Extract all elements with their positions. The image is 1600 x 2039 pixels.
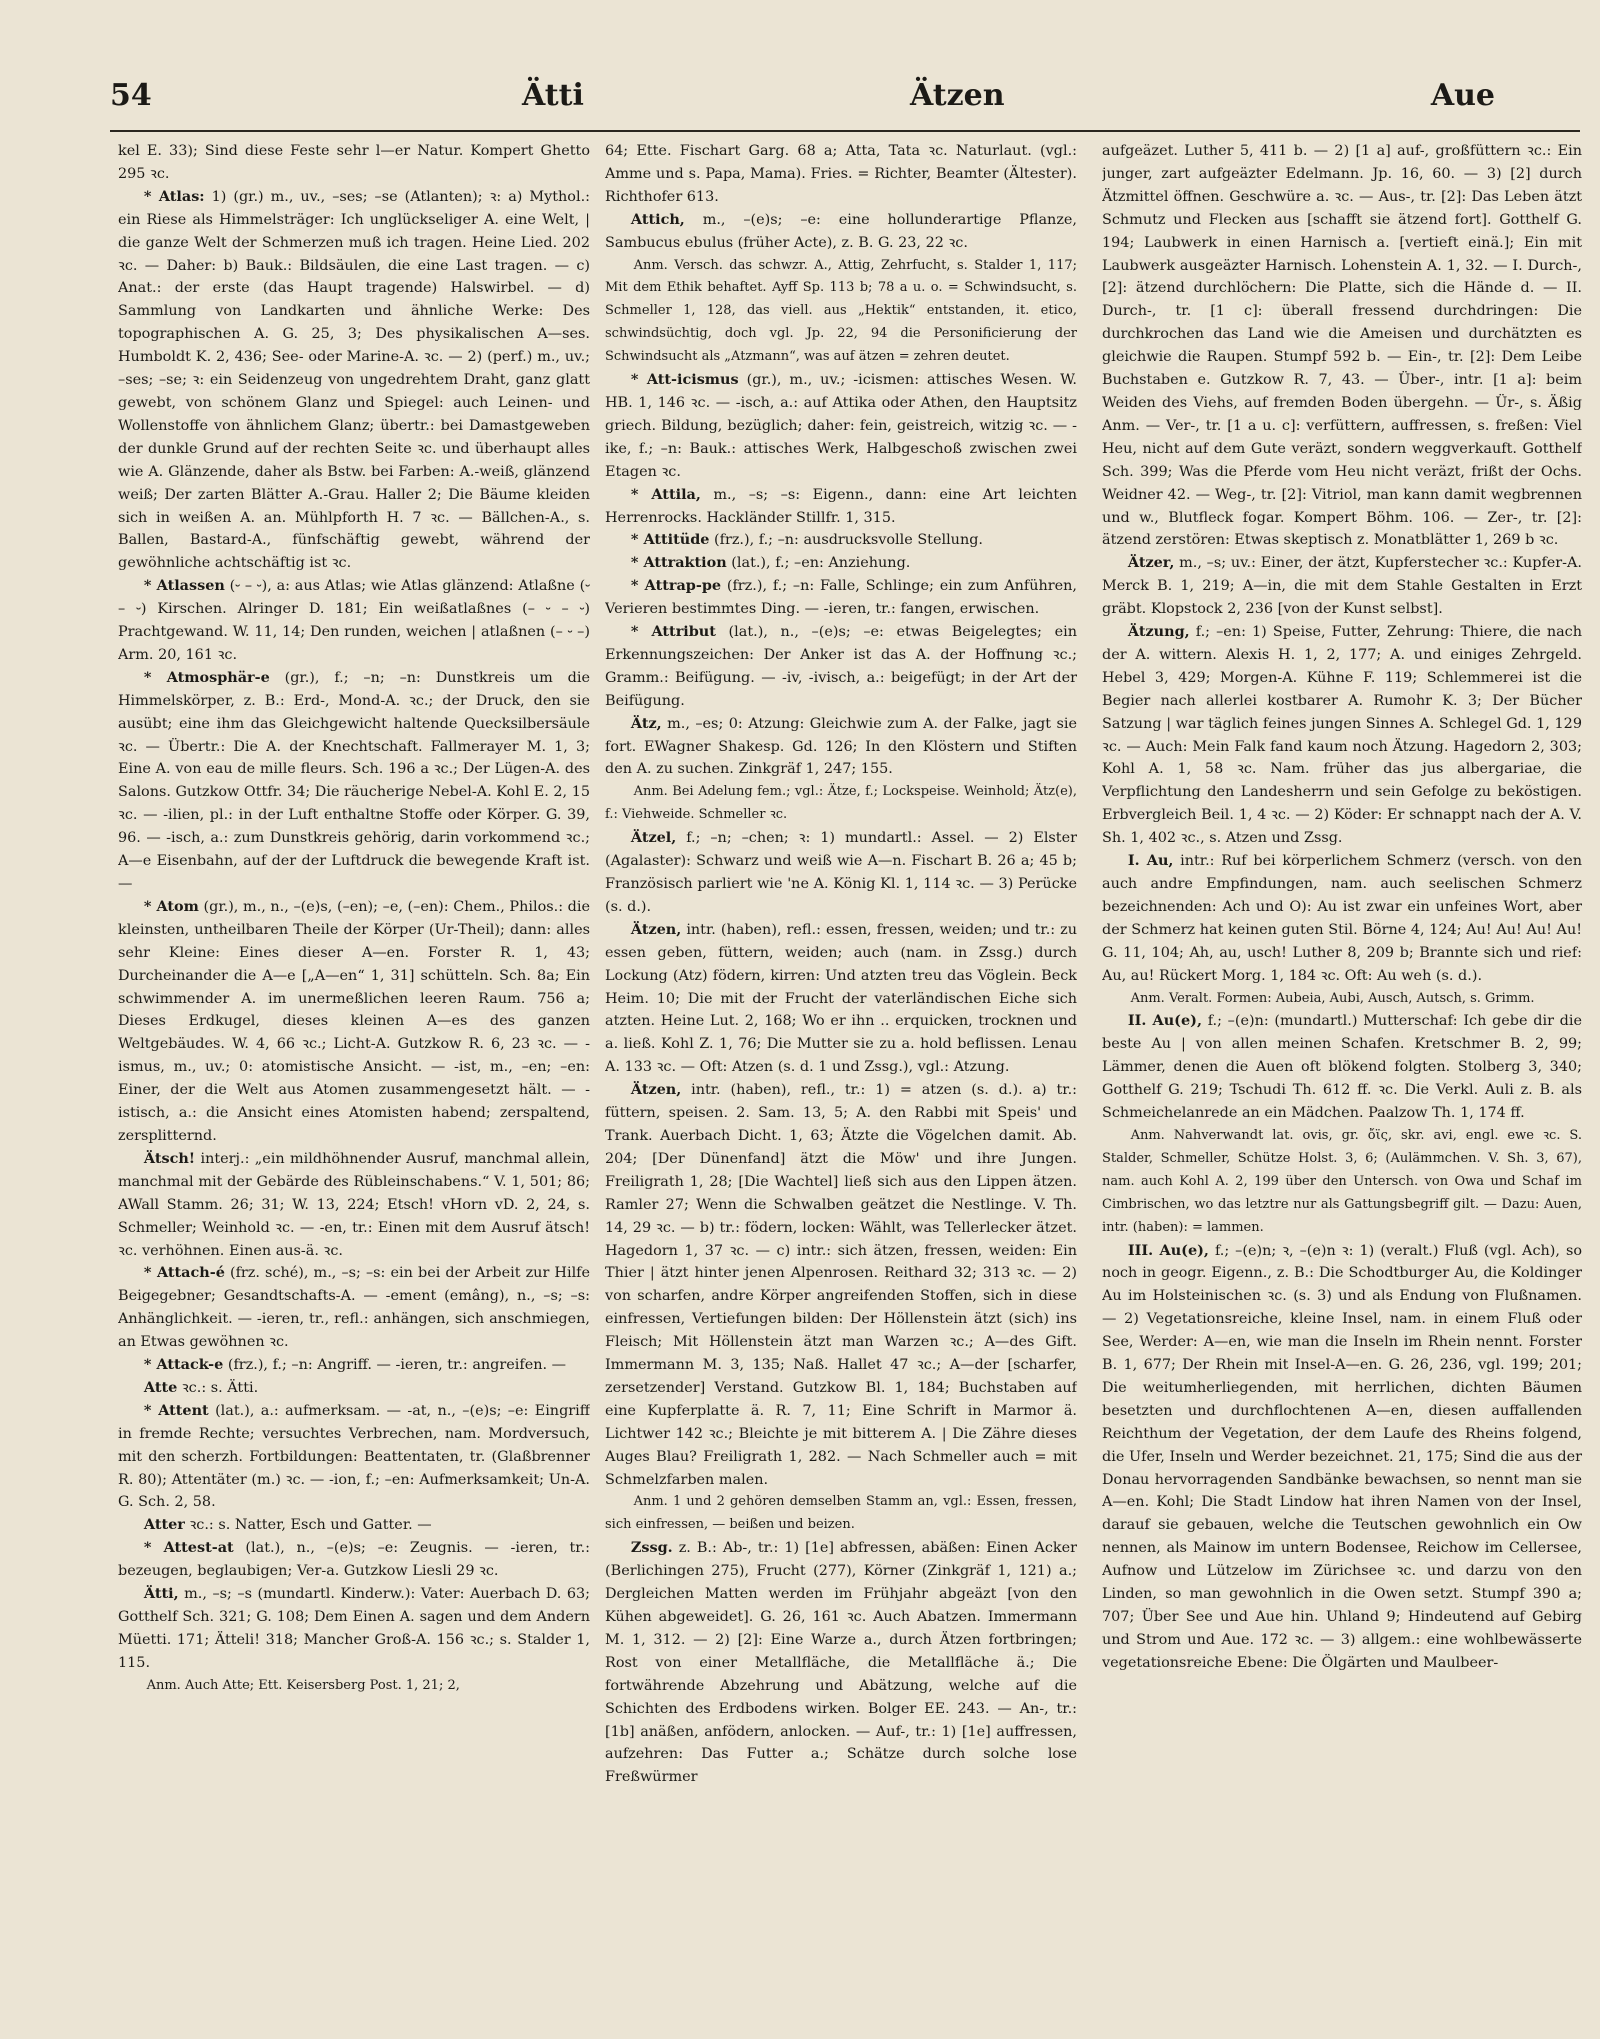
entry-headword: * Attraktion xyxy=(630,554,727,572)
entry-text: (gr.), f.; –n; –n: Dunstkreis um die Himmelskörper, z. B.: Erd-, Mond-A. ꝛc.; der Druck, den sie ausübt; eine ihm das Gleichgewicht haltende Quecksilbersäule ꝛc. — Übertr.: Die A. der Knechtschaft. Fallmerayer M. 1, 3; Eine A. von eau de mille fleurs. Sch. 196 a ꝛc.; Der Lügen-A. des Salons. Gutzkow Ottfr. 34; Die räucherige Nebel-A. Kohl E. 2, 15 ꝛc. — -ilien, pl.: in der Luft enthaltne Stoffe oder Körper. G. 39, 96. — -isch, a.: zum Dunstkreis gehörig, darin vorkommend ꝛc.; A—e Eisenbahn, auf der der Luftdruck die bewegende Kraft ist. — xyxy=(118,669,590,892)
entry-text: f.; –en: 1) Speise, Futter, Zehrung: Thiere, die nach der A. wittern. Alexis H. 1, 2, 177; A. und einiges Zehrgeld. Hebel 3, 429; Morgen-A. Kühne F. 119; Schlemmerei ist die Begier nach allerlei kostbarer A. Rumohr K. 3; Der Bücher Satzung | war täglich feines jungen Sinnes A. Schlegel Gd. 1, 129 ꝛc. — Auch: Mein Falk fand kaum noch Ätzung. Hagedorn 2, 303; Kohl A. 1, 58 ꝛc. Nam. früher das jus albergariae, die Verpflichtung den Landesherrn und sein Gefolge zu beköstigen. Erbvergleich Beil. 1, 4 ꝛc. — 2) Köder: Er schnappt nach der A. V. Sh. 1, 402 ꝛc., s. Atzen und Zssg. xyxy=(1102,624,1582,847)
dictionary-entry xyxy=(1102,1010,1582,1125)
dictionary-entry xyxy=(605,369,1077,484)
annotation xyxy=(1102,1125,1582,1240)
annotation xyxy=(605,255,1077,370)
dictionary-entry xyxy=(1102,552,1582,621)
dictionary-entry xyxy=(1102,1240,1582,1675)
entry-headword: II. Au(e), xyxy=(1127,1012,1202,1030)
entry-headword: Zssg. xyxy=(630,1539,673,1557)
entry-text: (gr.), m., uv.; -icismen: attisches Wesen. W. HB. 1, 146 ꝛc. — -isch, a.: auf Attika oder Athen, den Hauptsitz griech. Bildung, bezüglich; daher: fein, geistreich, witzig ꝛc. — -ike, f.; –n: Bauk.: attisches Werk, Halbgeschoß zwischen zwei Etagen ꝛc. xyxy=(605,372,1077,480)
running-header xyxy=(110,78,1580,118)
dictionary-entry xyxy=(605,484,1077,530)
entry-headword: Ätzer, xyxy=(1127,554,1175,572)
page-number: 54 xyxy=(110,78,152,113)
entry-text: m., –(e)s; –e: eine hollunderartige Pflanze, Sambucus ebulus (früher Acte), z. B. G. 23, 22 ꝛc. xyxy=(605,211,1077,251)
left-catchword: Ätti xyxy=(522,78,584,113)
dictionary-entry xyxy=(605,621,1077,713)
dictionary-entry xyxy=(118,1377,590,1400)
dictionary-entry xyxy=(118,1354,590,1377)
entry-headword: Ätzung, xyxy=(1127,623,1190,641)
dictionary-entry xyxy=(118,1583,590,1675)
dictionary-entry xyxy=(605,919,1077,1079)
entry-headword: * Attila, xyxy=(630,485,701,503)
entry-text: Anm. Auch Atte; Ett. Keisersberg Post. 1, 21; 2, xyxy=(146,1677,460,1693)
dictionary-entry xyxy=(118,186,590,575)
dictionary-entry xyxy=(1102,140,1582,552)
right-catchword: Aue xyxy=(1430,78,1495,113)
dictionary-entry xyxy=(605,209,1077,255)
entry-headword: * Attitüde xyxy=(630,531,710,549)
entry-headword: * Atlassen xyxy=(143,577,225,595)
entry-headword: I. Au, xyxy=(1127,852,1174,870)
entry-text: f.; –(e)n; ꝛ, –(e)n ꝛ: 1) (veralt.) Fluß (vgl. Ach), so noch in geogr. Eigenn., z. B.: Die Schodtburger Au, die Koldinger Au im Holsteinischen ꝛc. (s. 3) und als Endung von Flußnamen. — 2) Vegetationsreiche, kleine Insel, nam. in einem Fluß oder See, Werder: A—en, wie man die Inseln im Rhein nennt. Forster B. 1, 677; Der Rhein mit Insel-A—en. G. 26, 236, vgl. 199; 201; Die weitumherliegenden, mit herrlichen, dichten Bäumen besetzten und durchflochtenen A—en, diesen auffallenden Reichthum der Vegetation, der dem Laufe des Rheins folgend, die Ufer, Inseln und Werder bezeichnet. 21, 175; Sind die aus der Donau hervorragenden Sandbänke bewachsen, so nennt man sie A—en. Kohl; Die Stadt Lindow hat ihren Namen von der Insel, darauf sie gebauen, welche die Teutschen gewohnlich ein Ow nennen, als Mainow im untern Bodensee, Reichow im Cellersee, Aufnow und Lützelow im Zürichsee ꝛc. und darzu von den Linden, so man gewohnlich in die Owen setzt. Stumpf 390 a; 707; Über See und Aue hin. Uhland 9; Hindeutend auf Gebirg und Strom und Aue. 172 ꝛc. — 3) allgem.: eine wohlbewässerte vegetationsreiche Ebene: Die Ölgärten und Maulbeer- xyxy=(1102,1242,1582,1671)
entry-text: (frz.), f.; –n: Falle, Schlinge; ein zum Anführen, Verieren bestimmtes Ding. — -ieren, tr.: fangen, erwischen. xyxy=(605,578,1077,618)
entry-text: Anm. Nahverwandt lat. ovis, gr. ὄϊς, skr. avi, engl. ewe ꝛc. S. Stalder, Schmeller, Schütze Holst. 3, 6; (Aulämmchen. V. Sh. 3, 67), nam. auch Kohl A. 2, 199 über den Untersch. von Owa und Schaf im Cimbrischen, wo das letztre nur als Gattungsbegriff gilt. — Dazu: Auen, intr. (haben): = lammen. xyxy=(1102,1127,1582,1235)
entry-text: kel E. 33); Sind diese Feste sehr l—er Natur. Kompert Ghetto 295 ꝛc. xyxy=(118,143,590,182)
annotation xyxy=(1102,988,1582,1011)
dictionary-entry xyxy=(1102,850,1582,987)
entry-headword: * Attach-é xyxy=(143,1264,225,1282)
entry-headword: Ätz, xyxy=(630,714,662,732)
entry-text: ꝛc.: s. Ätti. xyxy=(181,1379,259,1396)
dictionary-entry xyxy=(118,1148,590,1263)
entry-text: (lat.), n., –(e)s; –e: etwas Beigelegtes; ein Erkennungszeichen: Der Anker ist das A. der Hoffnung ꝛc.; Gramm.: Beifügung. — -iv, -ivisch, a.: beigefügt; in der Art der Beifügung. xyxy=(605,624,1077,709)
entry-text: aufgeäzet. Luther 5, 411 b. — 2) [1 a] auf-, großfüttern ꝛc.: Ein junger, zart aufgeäzter Edelmann. Jp. 16, 60. — 3) [2] durch Ätzmittel öffnen. Geschwüre a. ꝛc. — Aus-, tr. [2]: Das Leben ätzt Schmutz und Flecken aus [schafft sie ätzend fort]. Gotthelf G. 194; Laubwerk in einen Harnisch a. [vertieft einä.]; Ein mit Laubwerk ausgeäzter Harnisch. Lohenstein A. 1, 32. — I. Durch-, [2]: ätzend durchlöchern: Die Platte, sich die Hände d. — II. Durch-, tr. [1 c]: überall fressend durchdringen: Die durchkrochen das Land wie die Ameisen und durchätzten es gleichwie die Raupen. Stumpf 592 b. — Ein-, tr. [2]: Dem Leibe Buchstaben e. Gutzkow R. 7, 43. — Über-, intr. [1 a]: beim Weiden des Viehs, auf fremden Boden übergehn. — Ür-, s. Äßig Anm. — Ver-, tr. [1 a u. c]: verfüttern, auffressen, s. freßen: Viel Heu, nicht auf dem Gute veräzt, sondern weggverkauft. Gotthelf Sch. 399; Was die Pferde vom Heu nicht veräzt, frißt der Ochs. Weidner 42. — Weg-, tr. [2]: Vitriol, man kann damit wegbrennen und w., Blutfleck fogar. Kompert Böhm. 106. — Zer-, tr. [2]: ätzend zerstören: Etwas skeptisch z. Monatblätter 1, 269 b ꝛc. xyxy=(1102,143,1582,549)
entry-text: (frz.), f.; –n: ausdrucksvolle Stellung. xyxy=(714,532,983,549)
entry-headword: * Att-icismus xyxy=(630,371,739,389)
entry-headword: Ätsch! xyxy=(143,1149,196,1167)
entry-text: (gr.), m., n., –(e)s, (–en); –e, (–en): Chem., Philos.: die kleinsten, untheilbaren Theile der Körper (Ur-Theil); dann: alles sehr Kleine: Eines dieser A—en. Forster R. 1, 43; Durcheinander die A—e [„A—en“ 1, 31] schütteln. Sch. 8a; Ein schwimmender A. im unermeßlichen leeren Raum. 756 a; Dieses Erdkugel, dieses kleinen A—es des ganzen Weltgebäudes. W. 4, 66 ꝛc.; Licht-A. Gutzkow R. 6, 23 ꝛc. — -ismus, m., uv.; 0: atomistische Ansicht. — -ist, m., –en; –en: Einer, der die Welt aus Atomen zusammengesetzt hält. — -istisch, a.: die Ansicht eines Atomisten habend; zerspaltend, zersplitternd. xyxy=(118,898,590,1144)
dictionary-entry xyxy=(118,896,590,1148)
dictionary-entry xyxy=(605,827,1077,919)
dictionary-entry xyxy=(118,1537,590,1583)
entry-headword: Ätzen, xyxy=(630,920,682,938)
dictionary-entry xyxy=(118,667,590,896)
dictionary-entry xyxy=(118,1400,590,1515)
entry-text: m., –es; 0: Atzung: Gleichwie zum A. der Falke, jagt sie fort. EWagner Shakesp. Gd. 126; In den Klöstern und Stiften den A. zu suchen. Zinkgräf 1, 247; 155. xyxy=(605,715,1077,778)
entry-text: intr.: Ruf bei körperlichem Schmerz (versch. von den auch andre Empfindungen, nam. auch seelischen Schmerz bezeichnenden: Ach und O): Au ist zwar ein unfeines Wort, aber der Schmerz hat keinen guten Stil. Börne 4, 124; Au! Au! Au! Au! G. 11, 104; Ah, au, usch! Luther 8, 209 b; Brannte sich und rief: Au, au! Rückert Morg. 1, 184 ꝛc. Oft: Au weh (s. d.). xyxy=(1102,853,1582,984)
entry-text: f.; –(e)n: (mundartl.) Mutterschaf: Ich gebe dir die beste Au | von allen meinen Schafen. Kretschmer B. 2, 99; Lämmer, denen die Auen oft blökend folgten. Stolberg 3, 340; Gotthelf G. 219; Tschudi Th. 612 ff. ꝛc. Die Verkl. Auli z. B. als Schmeichelanrede an ein Mädchen. Paalzow Th. 1, 174 ff. xyxy=(1102,1013,1582,1122)
entry-headword: * Atmosphär-e xyxy=(143,668,270,686)
dictionary-entry xyxy=(605,713,1077,782)
entry-text: (lat.), a.: aufmerksam. — -at, n., –(e)s; –e: Eingriff in fremde Rechte; versuchtes Verbrechen, nam. Mordversuch, mit den scherzh. Fortbildungen: Beattentaten, tr. (Glaßbrenner R. 80); Attentäter (m.) ꝛc. — -ion, f.; –en: Aufmerksamkeit; Un-A. G. Sch. 2, 58. xyxy=(118,1402,590,1511)
entry-text: m., –s; uv.: Einer, der ätzt, Kupferstecher ꝛc.: Kupfer-A. Merck B. 1, 219; A—in, die mit dem Stahle Gestalten in Erzt gräbt. Klopstock 2, 236 [von der Kunst selbst]. xyxy=(1102,555,1582,618)
entry-headword: * Attest-at xyxy=(143,1539,234,1557)
dictionary-entry xyxy=(605,1537,1077,1789)
dictionary-entry xyxy=(118,575,590,667)
entry-headword: Ätzel, xyxy=(630,829,677,847)
entry-headword: * Atom xyxy=(143,897,199,915)
dictionary-entry xyxy=(605,140,1077,209)
entry-headword: Atter xyxy=(143,1516,185,1534)
entry-headword: Attich, xyxy=(630,210,685,228)
annotation xyxy=(605,1491,1077,1537)
entry-text: Anm. Veralt. Formen: Aubeia, Aubi, Ausch, Autsch, s. Grimm. xyxy=(1130,990,1535,1006)
entry-headword: Atte xyxy=(143,1378,178,1396)
entry-text: m., –s; –s: Eigenn., dann: eine Art leichten Herrenrocks. Hackländer Stillfr. 1, 315. xyxy=(605,486,1077,526)
entry-headword: * Atlas: xyxy=(143,187,205,205)
entry-text: (⏑ – ⏑), a: aus Atlas; wie Atlas glänzend: Atlaßne (⏑ – ⏑) Kirschen. Alringer D. 181; Ein weißatlaßnes (– ⏑ – ⏑) Prachtgewand. W. 11, 14; Den runden, weichen | atlaßnen (– ⏑ –) Arm. 20, 161 ꝛc. xyxy=(118,578,590,663)
annotation xyxy=(118,1675,590,1698)
entry-headword: * Attack-e xyxy=(143,1356,224,1374)
entry-text: Anm. Versch. das schwzr. A., Attig, Zehrfucht, s. Stalder 1, 117; Mit dem Ethik behaftet. Ayff Sp. 113 b; 78 a u. o. = Schwindsucht, s. Schmeller 1, 128, das viell. aus „Hektik“ entstanden, it. etico, schwindsüchtig, doch vgl. Jp. 22, 94 die Personificierung der Schwindsucht als „Atzmann“, was auf ätzen = zehren deutet. xyxy=(605,257,1077,365)
entry-text: 64; Ette. Fischart Garg. 68 a; Atta, Tata ꝛc. Naturlaut. (vgl.: Amme und s. Papa, Mama). Fries. = Richter, Beamter (Ältester). Richthofer 613. xyxy=(605,143,1077,205)
entry-text: (frz.), f.; –n: Angriff. — -ieren, tr.: angreifen. — xyxy=(227,1357,567,1374)
dictionary-entry xyxy=(605,575,1077,621)
entry-headword: * Attribut xyxy=(630,623,716,641)
entry-text: interj.: „ein mildhöhnender Ausruf, manchmal allein, manchmal mit der Gebärde des Rübleinschabens.“ V. 1, 501; 86; AWall Stamm. 26; 31; W. 13, 224; Etsch! vHorn vD. 2, 24, s. Schmeller; Weinhold ꝛc. — -en, tr.: Einen mit dem Ausruf ätsch! ꝛc. verhöhnen. Einen aus-ä. ꝛc. xyxy=(118,1150,590,1259)
entry-text: Anm. 1 und 2 gehören demselben Stamm an, vgl.: Essen, fressen, sich einfressen, — beißen und beizen. xyxy=(605,1494,1077,1533)
dictionary-entry xyxy=(605,529,1077,552)
center-catchword: Ätzen xyxy=(910,78,1005,113)
entry-headword: Ätti, xyxy=(143,1585,179,1603)
entry-text: m., –s; –s (mundartl. Kinderw.): Vater: Auerbach D. 63; Gotthelf Sch. 321; G. 108; Dem Einen A. sagen und dem Andern Müetti. 171; Ätteli! 318; Mancher Groß-A. 156 ꝛc.; s. Stalder 1, 115. xyxy=(118,1586,590,1671)
entry-text: intr. (haben), refl., tr.: 1) = atzen (s. d.). a) tr.: füttern, speisen. 2. Sam. 13, 5; A. den Rabbi mit Speis' und Trank. Auerbach Dicht. 1, 63; Ätzte die Vögelchen damit. Ab. 204; [Der Dünenfand] ätzt die Möw' und ihre Jungen. Freiligrath 1, 28; [Die Wachtel] ließ sich aus den Lippen ätzen. Ramler 27; Wenn die Schwalben geätzet die Nestlinge. V. Th. 14, 29 ꝛc. — b) tr.: födern, locken: Wählt, was Tellerlecker ätzet. Hagedorn 1, 37 ꝛc. — c) intr.: sich ätzen, fressen, weiden: Ein Thier | ätzt hinter jenen Alpenrosen. Reithard 32; 313 ꝛc. — 2) von scharfen, andre Körper angreifenden Stoffen, sich in diese einfressen, Vertiefungen bilden: Der Höllenstein ätzt (sich) ins Fleisch; Mit Höllenstein ätzt man Warzen ꝛc.; A—des Gift. Immermann M. 3, 135; Naß. Hallet 47 ꝛc.; A—der [scharfer, zersetzender] Verstand. Gutzkow Bl. 1, 184; Buchstaben auf eine Kupferplatte ä. R. 7, 11; Eine Schrift in Marmor ä. Lichtwer 142 ꝛc.; Bleichte je mit bitterem A. | Die Zähre dieses Auges Blau? Freiligrath 1, 282. — Nach Schmeller auch = mit Schmelzfarben malen. xyxy=(605,1082,1077,1488)
column-middle xyxy=(605,140,1077,2020)
dictionary-entry xyxy=(605,552,1077,575)
column-right xyxy=(1102,140,1582,2020)
dictionary-entry xyxy=(605,1079,1077,1491)
entry-text: (lat.), f.; –en: Anziehung. xyxy=(731,555,911,572)
entry-text: (frz. sché), m., –s; –s: ein bei der Arbeit zur Hilfe Beigegebner; Gesandtschafts-A. — -ement (emâng), n., –s; –s: Anhänglichkeit. — -ieren, tr., refl.: anhängen, sich anschmiegen, an Etwas gewöhnen ꝛc. xyxy=(118,1265,590,1351)
dictionary-entry xyxy=(118,1514,590,1537)
entry-text: (lat.), n., –(e)s; –e: Zeugnis. — -ieren, tr.: bezeugen, beglaubigen; Ver-a. Gutzkow Liesli 29 ꝛc. xyxy=(118,1540,590,1580)
entry-headword: Ätzen, xyxy=(630,1081,682,1099)
column-left xyxy=(118,140,590,2020)
entry-headword: III. Au(e), xyxy=(1127,1241,1209,1259)
entry-headword: * Attrap-pe xyxy=(630,577,722,595)
dictionary-entry xyxy=(1102,621,1582,850)
entry-text: 1) (gr.) m., uv., –ses; –se (Atlanten); ꝛ: a) Mythol.: ein Riese als Himmelsträger: Ich unglückseliger A. eine Welt, | die ganze Welt der Schmerzen muß ich tragen. Heine Lied. 202 ꝛc. — Daher: b) Bauk.: Bildsäulen, die eine Last tragen. — c) Anat.: der erste (das Haupt tragende) Halswirbel. — d) Sammlung von Landkarten und ähnliche Werke: Des topographischen A. G. 25, 3; Des physikalischen A—ses. Humboldt K. 2, 436; See- oder Marine-A. ꝛc. — 2) (perf.) m., uv.; –ses; –se; ꝛ: ein Seidenzeug von ungedrehtem Draht, ganz glatt gewebt, von schönem Glanz und Spiegel: auch Leinen- und Wollenstoffe von ähnlichem Glanz; übertr.: bei Damastgeweben der dunkle Grund auf der rechten Seite ꝛc. und überhaupt alles wie A. Glänzende, daher als Bstw. bei Farben: A.-weiß, glänzend weiß; Der zarten Blätter A.-Grau. Haller 2; Die Bäume kleiden sich in weißen A. an. Mühlpforth H. 7 ꝛc. — Bällchen-A., s. Ballen, Bastard-A., fünfschäftig gewebt, während der gewöhnliche achtschäftig ist ꝛc. xyxy=(118,188,590,572)
entry-text: ꝛc.: s. Natter, Esch und Gatter. — xyxy=(189,1517,432,1534)
dictionary-entry xyxy=(118,1262,590,1354)
annotation xyxy=(605,781,1077,827)
entry-text: z. B.: Ab-, tr.: 1) [1e] abfressen, abäßen: Einen Acker (Berlichingen 275), Frucht (277), Körner (Zinkgräf 1, 121) a.; Dergleichen Matten werden im Frühjahr abgeäzt [von den Kühen abgeweidet]. G. 26, 161 ꝛc. Auch Abatzen. Immermann M. 1, 312. — 2) [2]: Eine Warze a., durch Ätzen fortbringen; Rost von einer Metallfläche, die Metallfläche ä.; Die fortwährende Abzehrung und Abätzung, welche auf die Schichten des Erdbodens wirken. Bolger EE. 243. — An-, tr.: [1b] anäßen, anfödern, anlocken. — Auf-, tr.: 1) [1e] auffressen, aufzehren: Das Futter a.; Schätze durch solche lose Freßwürmer xyxy=(605,1540,1077,1786)
entry-headword: * Attent xyxy=(143,1401,209,1419)
entry-text: intr. (haben), refl.: essen, fressen, weiden; und tr.: zu essen geben, füttern, weiden; auch (nam. in Zssg.) durch Lockung (Atz) födern, kirren: Und atzten treu das Vöglein. Beck Heim. 10; Die mit der Frucht der vaterländischen Eiche sich atzten. Heine Lut. 2, 168; Wo er ihn .. erquicken, trocknen und a. ließ. Kohl Z. 1, 76; Die Mutter sie zu a. hold beflissen. Lenau A. 133 ꝛc. — Oft: Atzen (s. d. 1 und Zssg.), vgl.: Atzung. xyxy=(605,921,1077,1076)
entry-text: Anm. Bei Adelung fem.; vgl.: Ätze, f.; Lockspeise. Weinhold; Ätz(e), f.: Viehweide. Schmeller ꝛc. xyxy=(605,784,1077,823)
header-rule xyxy=(110,130,1580,132)
entry-text: f.; –n; –chen; ꝛ: 1) mundartl.: Assel. — 2) Elster (Agalaster): Schwarz und weiß wie A—n. Fischart B. 26 a; 45 b; Französisch parliert wie 'ne A. König Kl. 1, 114 ꝛc. — 3) Perücke (s. d.). xyxy=(605,830,1077,915)
dictionary-entry xyxy=(118,140,590,186)
